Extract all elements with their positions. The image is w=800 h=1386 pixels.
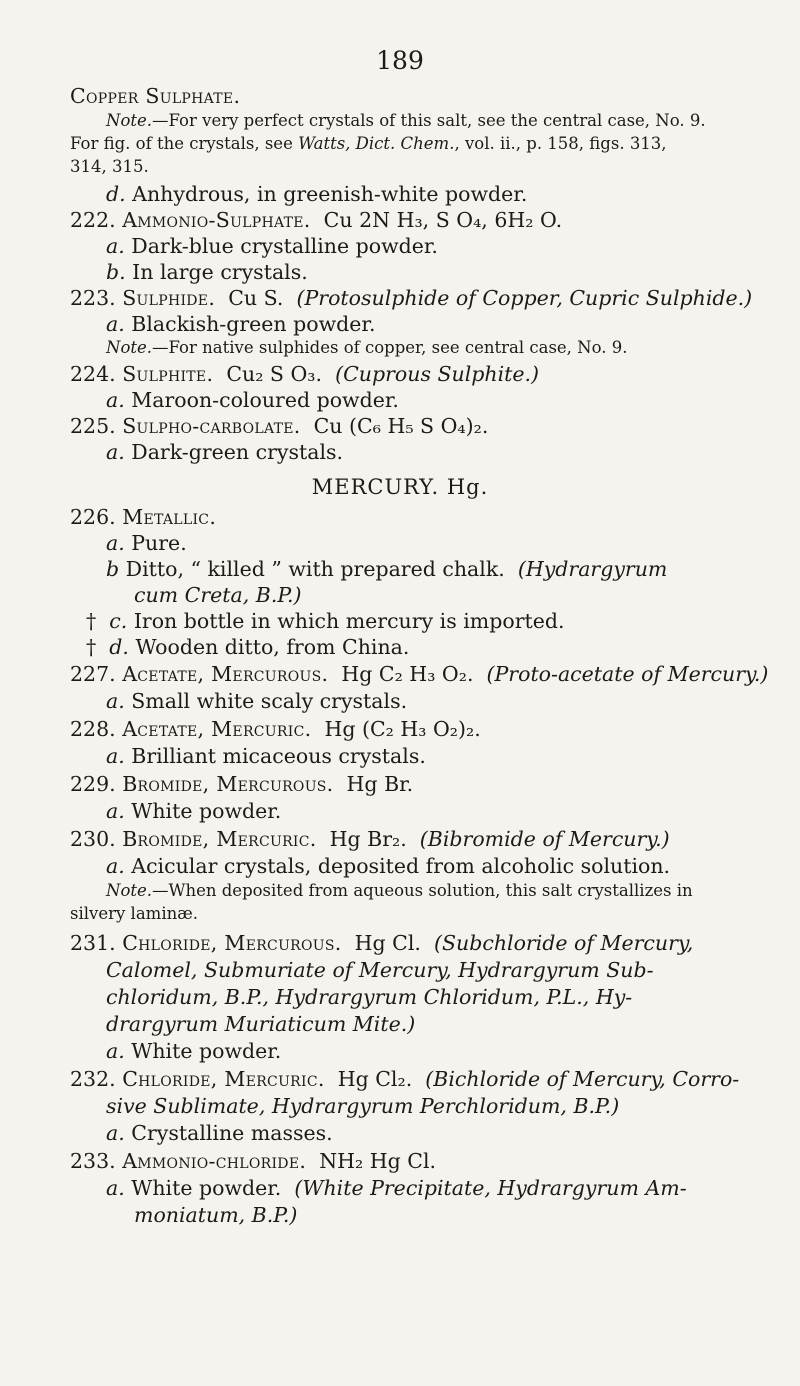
item-text: Dark-green crystals.	[124, 440, 344, 464]
note-text: —For very perfect crystals of this salt, see the central case, No. 9.	[152, 111, 706, 130]
entry-223	[70, 285, 752, 311]
item-a	[106, 311, 375, 337]
entry-name: Chloride, Mercuric.	[122, 1067, 325, 1091]
note-line	[106, 110, 706, 132]
item-d	[86, 634, 409, 660]
item-a	[106, 1120, 333, 1146]
entry-229	[70, 771, 413, 797]
entry-synonyms: (Protosulphide of Copper, Cupric Sulphide.)	[296, 286, 753, 310]
entry-synonyms-continued: chloridum, B.P., Hydrargyrum Chloridum, P.L., Hy-	[106, 985, 633, 1009]
item-a	[106, 743, 426, 769]
note-text: —When deposited from aqueous solution, this salt crystallizes in	[152, 881, 693, 900]
entry-name: Sulpho-carbolate.	[122, 414, 301, 438]
entry-name: Metallic.	[122, 505, 217, 529]
entry-name: Acetate, Mercuric.	[122, 717, 312, 741]
entry-formula: Cu S.	[228, 286, 284, 310]
entry-formula: Cu₂ S O₃.	[226, 362, 323, 386]
note-line	[106, 880, 693, 902]
item-text: Maroon-coloured powder.	[124, 388, 399, 412]
item-a	[106, 530, 187, 556]
entry-synonyms-continued: moniatum, B.P.)	[134, 1203, 298, 1227]
item-letter: c.	[109, 609, 128, 633]
entry-synonyms: (Cuprous Sulphite.)	[335, 362, 540, 386]
entry-number: 225.	[70, 414, 116, 438]
entry-number: 230.	[70, 827, 116, 851]
entry-name: Ammonio-Sulphate.	[122, 208, 311, 232]
item-text: White powder.	[124, 1176, 282, 1200]
entry-232	[70, 1066, 739, 1092]
item-letter: a.	[106, 1039, 125, 1063]
item-a	[106, 798, 281, 824]
item-letter: a.	[106, 689, 125, 713]
item-a	[106, 688, 407, 714]
entry-formula: Hg Cl.	[354, 931, 421, 955]
item-a	[106, 233, 438, 259]
item-letter: a.	[106, 1121, 125, 1145]
item-a	[106, 387, 399, 413]
item-text: Crystalline masses.	[124, 1121, 333, 1145]
note-label: Note.	[106, 338, 153, 357]
entry-225	[70, 413, 488, 439]
item-text: Anhydrous, in greenish-white powder.	[125, 182, 528, 206]
item-letter: a.	[106, 388, 125, 412]
entry-number: 223.	[70, 286, 116, 310]
item-letter: a.	[106, 234, 125, 258]
entry-name: Bromide, Mercuric.	[122, 827, 317, 851]
item-c	[86, 608, 565, 634]
entry-formula: Cu 2N H₃, S O₄, 6H₂ O.	[323, 208, 563, 232]
entry-233	[70, 1148, 436, 1174]
note-label: Note.	[106, 881, 153, 900]
entry-synonyms-continued: cum Creta, B.P.)	[134, 583, 302, 607]
item-letter: d.	[106, 182, 126, 206]
item-text: Ditto, “ killed ” with prepared chalk.	[119, 557, 505, 581]
item-a	[106, 1038, 281, 1064]
note-line	[106, 337, 628, 359]
item-a	[106, 853, 670, 879]
item-a	[106, 1175, 687, 1201]
entry-synonyms: (Bibromide of Mercury.)	[419, 827, 670, 851]
item-letter: b.	[106, 260, 126, 284]
entry-formula: Hg Br.	[346, 772, 414, 796]
item-letter: a.	[106, 854, 125, 878]
item-b	[106, 259, 308, 285]
entry-number: 226.	[70, 505, 116, 529]
entry-224	[70, 361, 539, 387]
entry-number: 222.	[70, 208, 116, 232]
note-line: silvery laminæ.	[70, 904, 198, 923]
entry-formula: Hg (C₂ H₃ O₂)₂.	[324, 717, 481, 741]
entry-name: Sulphide.	[122, 286, 216, 310]
item-text: Blackish-green powder.	[124, 312, 376, 336]
item-b	[106, 556, 667, 582]
entry-synonyms-continued: Calomel, Submuriate of Mercury, Hydrargyrum Sub-	[106, 958, 654, 982]
note-text: —For native sulphides of copper, see central case, No. 9.	[152, 338, 628, 357]
entry-name: Chloride, Mercurous.	[122, 931, 342, 955]
reference-title: Watts, Dict. Chem.	[298, 134, 455, 153]
entry-synonyms: (White Precipitate, Hydrargyrum Am-	[294, 1176, 687, 1200]
item-text: White powder.	[124, 799, 282, 823]
note-text: For fig. of the crystals, see	[70, 134, 299, 153]
entry-number: 224.	[70, 362, 116, 386]
entry-number: 229.	[70, 772, 116, 796]
entry-number: 232.	[70, 1067, 116, 1091]
item-letter: a.	[106, 799, 125, 823]
entry-name: Bromide, Mercurous.	[122, 772, 334, 796]
item-letter: a.	[106, 440, 125, 464]
entry-name: Acetate, Mercurous.	[122, 662, 329, 686]
entry-number: 233.	[70, 1149, 116, 1173]
entry-synonyms: (Bichloride of Mercury, Corro-	[425, 1067, 740, 1091]
entry-formula: Hg Br₂.	[329, 827, 407, 851]
item-text: In large crystals.	[125, 260, 308, 284]
entry-formula: NH₂ Hg Cl.	[319, 1149, 437, 1173]
item-letter: a.	[106, 1176, 125, 1200]
page-number: 189	[376, 46, 424, 75]
item-text: Dark-blue crystalline powder.	[124, 234, 438, 258]
item-text: Pure.	[124, 531, 187, 555]
dagger-mark: †	[86, 635, 97, 659]
item-letter: a.	[106, 531, 125, 555]
item-a	[106, 439, 343, 465]
dagger-mark: †	[86, 609, 97, 633]
entry-226	[70, 504, 216, 530]
item-text: Iron bottle in which mercury is imported.	[127, 609, 565, 633]
item-text: Small white scaly crystals.	[124, 689, 408, 713]
entry-synonyms: (Proto-acetate of Mercury.)	[486, 662, 769, 686]
entry-name: Sulphite.	[122, 362, 214, 386]
entry-230	[70, 826, 670, 852]
note-line: 314, 315.	[70, 157, 149, 176]
entry-228	[70, 716, 481, 742]
item-text: Wooden ditto, from China.	[128, 635, 410, 659]
entry-227	[70, 661, 768, 687]
entry-number: 228.	[70, 717, 116, 741]
section-heading-mercury: MERCURY. Hg.	[311, 475, 489, 499]
entry-formula: Cu (C₆ H₅ S O₄)₂.	[313, 414, 489, 438]
entry-formula: Hg Cl₂.	[337, 1067, 413, 1091]
note-line	[70, 133, 667, 155]
section-heading-copper-sulphate: Copper Sulphate.	[70, 84, 241, 108]
entry-formula: Hg C₂ H₃ O₂.	[341, 662, 474, 686]
note-text: , vol. ii., p. 158, figs. 313,	[454, 134, 667, 153]
item-letter: a.	[106, 744, 125, 768]
entry-synonyms-continued: sive Sublimate, Hydrargyrum Perchloridum, B.P.)	[106, 1094, 620, 1118]
item-letter: b	[106, 557, 120, 581]
entry-synonyms: (Hydrargyrum	[517, 557, 668, 581]
entry-name: Ammonio-chloride.	[122, 1149, 307, 1173]
entry-222	[70, 207, 562, 233]
item-letter: d.	[109, 635, 129, 659]
item-text: Acicular crystals, deposited from alcoholic solution.	[124, 854, 671, 878]
entry-number: 231.	[70, 931, 116, 955]
entry-231	[70, 930, 693, 956]
item-text: White powder.	[124, 1039, 282, 1063]
entry-number: 227.	[70, 662, 116, 686]
entry-synonyms: (Subchloride of Mercury,	[433, 931, 694, 955]
note-label: Note.	[106, 111, 153, 130]
item-d-anhydrous	[106, 181, 527, 207]
item-text: Brilliant micaceous crystals.	[124, 744, 426, 768]
item-letter: a.	[106, 312, 125, 336]
entry-synonyms-continued: drargyrum Muriaticum Mite.)	[106, 1012, 416, 1036]
